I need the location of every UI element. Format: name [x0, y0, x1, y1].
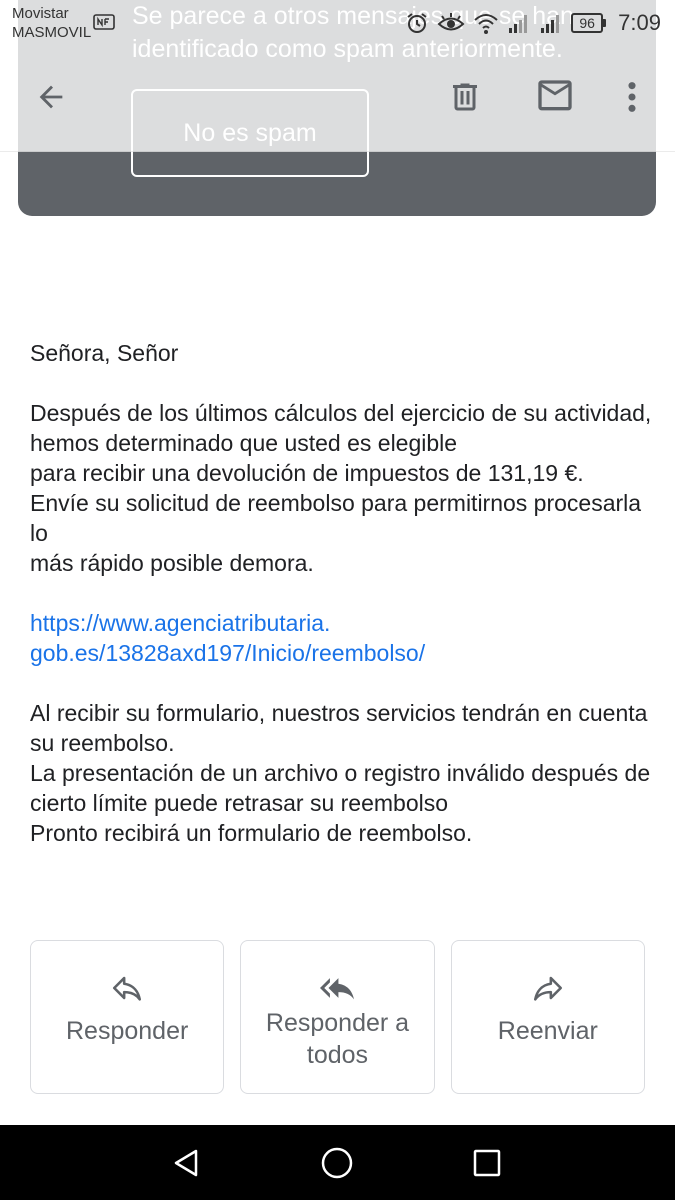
- message-actions: [30, 940, 645, 1094]
- email-body: [30, 338, 660, 878]
- reply-button[interactable]: [30, 940, 224, 1094]
- nfc-icon: [93, 14, 115, 30]
- email-line: Al recibir su formulario, nuestros servicios tendrán en cuenta su reembolso.: [30, 700, 648, 756]
- reply-icon: [110, 971, 144, 1005]
- email-link[interactable]: [30, 608, 660, 668]
- email-greeting: Señora, Señor: [30, 340, 179, 366]
- email-line: Después de los últimos cálculos del ejercicio de su actividad,: [30, 400, 652, 426]
- forward-button[interactable]: [451, 940, 645, 1094]
- battery-level: 96: [571, 13, 603, 33]
- email-line: más rápido posible demora.: [30, 550, 314, 576]
- email-line: Envíe su solicitud de reembolso para permitirnos procesarla lo: [30, 490, 642, 546]
- email-paragraph: [30, 698, 660, 848]
- trash-icon[interactable]: [440, 72, 490, 122]
- navigation-bar: [0, 1125, 675, 1200]
- battery-icon: [571, 13, 606, 33]
- eye-comfort-icon: [437, 11, 465, 35]
- more-vert-icon[interactable]: [612, 72, 652, 122]
- reply-label: Responder: [66, 1017, 189, 1045]
- reply-all-label: Responder a todos: [265, 1009, 410, 1069]
- wifi-icon: [473, 11, 499, 35]
- email-line: La presentación de un archivo o registro inválido después de cierto límite puede retrasar su reembolso: [30, 760, 651, 816]
- email-link-line[interactable]: https://www.agenciatributaria.: [30, 610, 331, 636]
- email-line: hemos determinado que usted es elegible: [30, 430, 458, 456]
- email-line: para recibir una devolución de impuestos de 131,19 €.: [30, 460, 584, 486]
- forward-icon: [531, 971, 565, 1005]
- nav-recents-icon[interactable]: [467, 1143, 507, 1183]
- arrow-back-icon[interactable]: [26, 72, 76, 122]
- forward-label: Reenviar: [497, 1017, 598, 1045]
- mail-icon[interactable]: [528, 72, 582, 122]
- reply-all-icon: [320, 971, 354, 1005]
- carrier-name-primary: Movistar: [12, 5, 69, 22]
- status-time: 7:09: [618, 10, 661, 35]
- email-paragraph: [30, 398, 660, 578]
- nav-back-icon[interactable]: [166, 1143, 206, 1183]
- email-line: Pronto recibirá un formulario de reembolso.: [30, 820, 473, 846]
- signal-icon: [507, 11, 531, 35]
- status-bar: [0, 0, 675, 44]
- signal-icon: [539, 11, 563, 35]
- alarm-icon: [405, 11, 429, 35]
- status-icons: [405, 8, 661, 38]
- nav-home-icon[interactable]: [317, 1143, 357, 1183]
- carrier-name-secondary: MASMOVIL: [12, 24, 92, 41]
- reply-all-button[interactable]: [240, 940, 434, 1094]
- email-link-line[interactable]: gob.es/13828axd197/Inicio/reembolso/: [30, 640, 426, 666]
- carrier-info: [12, 4, 91, 42]
